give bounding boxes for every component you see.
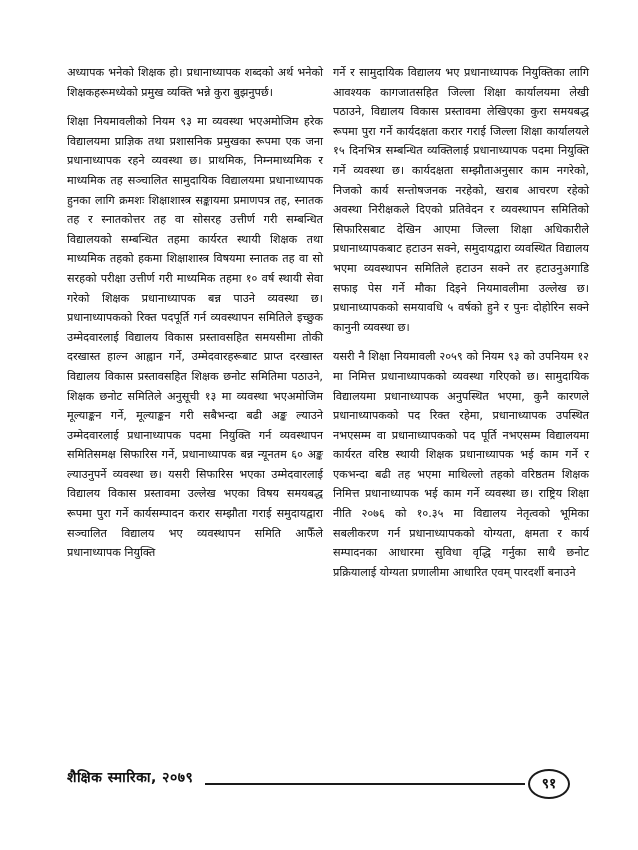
footer-divider: [205, 783, 525, 785]
left-paragraph-2: शिक्षा नियमावलीको नियम ९३ मा व्यवस्था भएअमोजिम हरेक विद्यालयमा प्राज्ञिक तथा प्रशासनिक प्रमुखका रूपमा एक जना प्रधानाध्यापक रहने व्यवस्था छ। प्राथमिक, निम्नमाध्यमिक र माध्यमिक तह सञ्चालित सामुदायिक विद्यालयमा प्रधानाध्यापक हुनका लागि क्रमशः शिक्षाशास्त्र सङ्कायमा प्रमाणपत्र तह, स्नातक तह र स्नातकोत्तर तह वा सोसरह उत्तीर्ण गरी सम्बन्धित विद्यालयको सम्बन्धित तहमा कार्यरत स्थायी शिक्षक तथा माध्यमिक तहको हकमा शिक्षाशास्त्र विषयमा स्नातक तह वा सो सरहको परीक्षा उत्तीर्ण गरी माध्यमिक तहमा १० वर्ष स्थायी सेवा गरेको शिक्षक प्रधानाध्यापक बन्न पाउने व्यवस्था छ। प्रधानाध्यापकको रिक्त पदपूर्ति गर्न व्यवस्थापन समितिले इच्छुक उम्मेदवारलाई विद्यालय विकास प्रस्तावसहित समयसीमा तोकी दरखास्त हाल्न आह्वान गर्ने, उम्मेदवारहरूबाट प्राप्त दरखास्त विद्यालय विकास प्रस्तावसहित शिक्षक छनोट समितिमा पठाउने, शिक्षक छनोट समितिले अनुसूची १३ मा व्यवस्था भएअमोजिम मूल्याङ्कन गर्ने, मूल्याङ्कन गरी सबैभन्दा बढी अङ्क ल्याउने उम्मेदवारलाई प्रधानाध्यापक पदमा नियुक्ति गर्न व्यवस्थापन समितिसमक्ष सिफारिस गर्ने, प्रधानाध्यापक बन्न न्यूनतम ६० अङ्क ल्याउनुपर्ने व्यवस्था छ। यसरी सिफारिस भएका उम्मेदवारलाई विद्यालय विकास प्रस्तावमा उल्लेख भएका विषय समयबद्ध रूपमा पुरा गर्ने कार्यसम्पादन करार सम्झौता गराई समुदायद्वारा सञ्चालित विद्यालय भए व्यवस्थापन समिति आफैँले प्रधानाध्यापक नियुक्ति: [67, 115, 323, 560]
right-column: [333, 63, 589, 592]
left-paragraph-1: अध्यापक भनेको शिक्षक हो। प्रधानाध्यापक शब्दको अर्थ भनेको शिक्षकहरूमध्येको प्रमुख व्यक्ति भन्ने कुरा बुझनुपर्छ।: [67, 66, 323, 99]
right-paragraph-2: यसरी नै शिक्षा नियमावली २०५९ को नियम ९३ को उपनियम १२ मा निमित्त प्रधानाध्यापकको व्यवस्था गरिएको छ। सामुदायिक विद्यालयमा प्रधानाध्यापक अनुपस्थित भएमा, कुनै कारणले प्रधानाध्यापकको पद रिक्त रहेमा, प्रधानाध्यापक उपस्थित नभएसम्म वा प्रधानाध्यापकको पद पूर्ति नभएसम्म विद्यालयमा कार्यरत वरिष्ठ स्थायी शिक्षक प्रधानाध्यापक भई काम गर्ने र एकभन्दा बढी तह भएमा माथिल्लो तहको वरिष्ठतम शिक्षक निमित्त प्रधानाध्यापक भई काम गर्ने व्यवस्था छ। राष्ट्रिय शिक्षा नीति २०७६ को १०.३५ मा विद्यालय नेतृत्वको भूमिका सबलीकरण गर्न प्रधानाध्यापकको योग्यता, क्षमता र कार्य सम्पादनका आधारमा सुविधा वृद्धि गर्नुका साथै छनोट प्रक्रियालाई योग्यता प्रणालीमा आधारित एवम् पारदर्शी बनाउने: [333, 350, 589, 579]
footer-publication-title: शैक्षिक स्मारिका, २०७९: [67, 770, 194, 786]
left-column: [67, 63, 323, 573]
page-number-badge: ९१: [528, 769, 570, 799]
right-paragraph-1: गर्ने र सामुदायिक विद्यालय भए प्रधानाध्यापक नियुक्तिका लागि आवश्यक कागजातसहित जिल्ला शिक्षा कार्यालयमा लेखी पठाउने, विद्यालय विकास प्रस्तावमा लेखिएका कुरा समयबद्ध रूपमा पुरा गर्ने कार्यदक्षता करार गराई जिल्ला शिक्षा कार्यालयले १५ दिनभित्र सम्बन्धित व्यक्तिलाई प्रधानाध्यापक पदमा नियुक्ति गर्ने व्यवस्था छ। कार्यदक्षता सम्झौताअनुसार काम नगरेको, निजको कार्य सन्तोषजनक नरहेको, खराब आचरण रहेको अवस्था निरीक्षकले दिएको प्रतिवेदन र व्यवस्थापन समितिको सिफारिसबाट देखिन आएमा जिल्ला शिक्षा अधिकारीले प्रधानाध्यापकबाट हटाउन सक्ने, समुदायद्वारा व्यवस्थित विद्यालय भएमा व्यवस्थापन समितिले हटाउन सक्ने तर हटाउनुअगाडि सफाइ पेस गर्ने मौका दिइने नियमावलीमा उल्लेख छ। प्रधानाध्यापकको समयावधि ५ वर्षको हुने र पुनः दोहोरिन सक्ने कानुनी व्यवस्था छ।: [333, 66, 589, 334]
